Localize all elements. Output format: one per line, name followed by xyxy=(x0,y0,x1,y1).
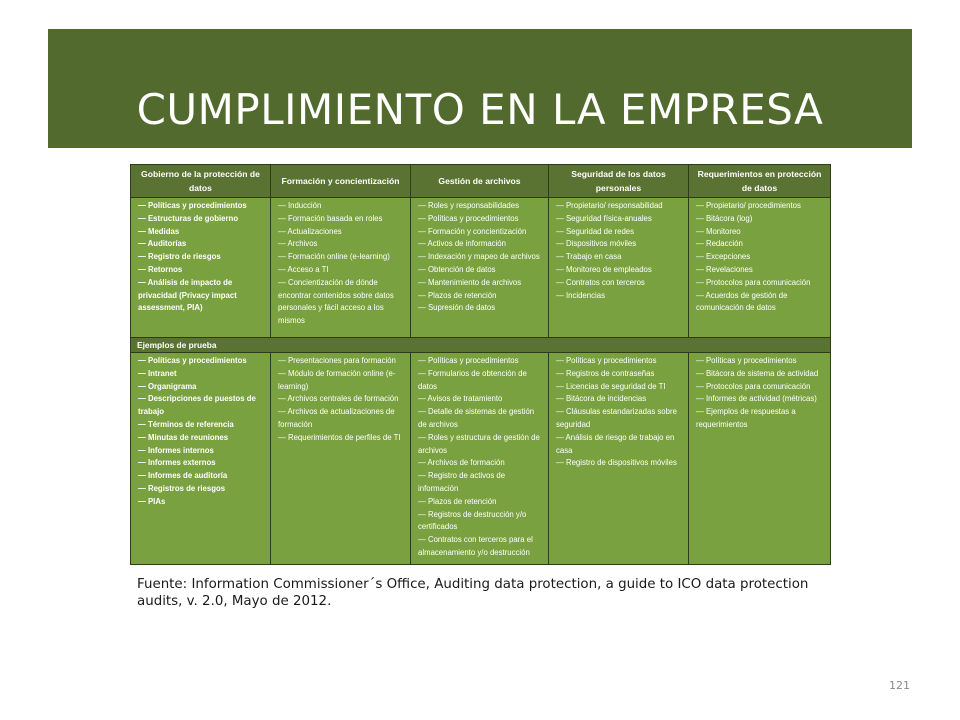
areas-cell xyxy=(411,198,549,338)
cell-item: — Monitoreo xyxy=(696,226,741,236)
cell-item: — Informes externos xyxy=(138,458,216,468)
cell-item: — Mantenimiento de archivos xyxy=(418,277,522,287)
examples-cell xyxy=(131,353,271,565)
cell-item: — Registro de riesgos xyxy=(138,252,221,262)
cell-item: — Activos de información xyxy=(418,239,506,249)
cell-item: — Inducción xyxy=(278,201,322,210)
cell-item: — Avisos de tratamiento xyxy=(418,394,503,404)
cell-item: — Políticas y procedimientos xyxy=(418,356,519,365)
examples-cell xyxy=(549,353,689,565)
cell-item: — Minutas de reuniones xyxy=(138,432,229,442)
cell-item: — Trabajo en casa xyxy=(556,252,622,262)
cell-item: — Contratos con terceros para el almacenamiento y/o destrucción xyxy=(418,535,533,557)
cell-item: — Plazos de retención xyxy=(418,290,497,300)
cell-item: — Roles y estructura de gestión de archivos xyxy=(418,432,540,455)
cell-item: — Propietario/ responsabilidad xyxy=(556,201,663,210)
cell-item: — Acceso a TI xyxy=(278,264,329,274)
cell-item: — Medidas xyxy=(138,226,180,236)
header-cell: Gestión de archivos xyxy=(411,165,549,198)
cell-item: — Dispositivos móviles xyxy=(556,239,637,249)
cell-item: — Protocolos para comunicación xyxy=(696,381,811,391)
examples-cell xyxy=(271,353,411,565)
cell-item: — Concientización de dónde encontrar contenidos sobre datos personales y fácil acceso a los mismos xyxy=(278,277,394,326)
audit-table-container xyxy=(130,164,830,565)
cell-item: — Supresión de datos xyxy=(418,303,496,313)
examples-label-row xyxy=(131,338,831,353)
cell-item: — Contratos con terceros xyxy=(556,277,645,287)
cell-item: — Seguridad física-anuales xyxy=(556,213,652,223)
source-text: Information Commissioner´s Office, Auditing data protection, a guide to ICO data protection audits, v. 2.0, Mayo de 2012. xyxy=(137,577,809,609)
areas-cell xyxy=(271,198,411,338)
cell-item: — Políticas y procedimientos xyxy=(138,356,247,365)
cell-item: — Políticas y procedimientos xyxy=(556,356,657,365)
cell-item: — Archivos xyxy=(278,239,318,249)
cell-item: — Excepciones xyxy=(696,252,751,262)
cell-item: — Registro de dispositivos móviles xyxy=(556,458,677,468)
cell-item: — Revelaciones xyxy=(696,264,753,274)
cell-item: — Análisis de riesgo de trabajo en casa xyxy=(556,432,675,455)
cell-item: — Seguridad de redes xyxy=(556,226,635,236)
cell-item: — Redacción xyxy=(696,239,743,249)
cell-item: — Descripciones de puestos de trabajo xyxy=(138,394,256,417)
areas-cell xyxy=(689,198,831,338)
source-citation xyxy=(137,576,837,610)
cell-item: — Monitoreo de empleados xyxy=(556,264,652,274)
cell-item: — Cláusulas estandarizadas sobre seguridad xyxy=(556,407,677,429)
source-label: Fuente: xyxy=(137,577,188,592)
cell-item: — Términos de referencia xyxy=(138,419,234,429)
header-cell: Gobierno de la protección de datos xyxy=(131,165,271,198)
cell-item: — Retornos xyxy=(138,264,183,274)
cell-item: — Propietario/ procedimientos xyxy=(696,201,801,210)
examples-cell xyxy=(689,353,831,565)
cell-item: — Formación y concientización xyxy=(418,226,527,236)
cell-item: — Registros de destrucción y/o certificados xyxy=(418,509,527,532)
slide-title: CUMPLIMIENTO EN LA EMPRESA xyxy=(136,85,824,134)
header-row xyxy=(131,165,831,198)
cell-item: — Archivos de formación xyxy=(418,458,505,468)
cell-item: — Archivos centrales de formación xyxy=(278,394,399,404)
cell-item: — Auditorías xyxy=(138,239,187,249)
header-cell: Requerimientos en protección de datos xyxy=(689,165,831,198)
cell-item: — Análisis de impacto de privacidad (Privacy impact assessment, PIA) xyxy=(138,277,237,313)
cell-item: — Bitácora de incidencias xyxy=(556,394,647,404)
audit-areas-table xyxy=(130,164,831,565)
cell-item: — Registro de activos de información xyxy=(418,471,506,493)
cell-item: — Ejemplos de respuestas a requerimientos xyxy=(696,407,796,429)
cell-item: — Módulo de formación online (e-learning) xyxy=(278,368,396,391)
cell-item: — Bitácora (log) xyxy=(696,213,753,223)
cell-item: — Incidencias xyxy=(556,290,605,300)
cell-item: — Organigrama xyxy=(138,381,197,391)
cell-item: — Intranet xyxy=(138,368,177,378)
cell-item: — Políticas y procedimientos xyxy=(418,213,519,223)
cell-item: — Roles y responsabilidades xyxy=(418,201,519,210)
cell-item: — Obtención de datos xyxy=(418,264,496,274)
title-band xyxy=(48,29,912,148)
areas-row xyxy=(131,198,831,338)
cell-item: — Registros de riesgos xyxy=(138,483,226,493)
examples-label: Ejemplos de prueba xyxy=(131,338,831,353)
cell-item: — Formación basada en roles xyxy=(278,213,383,223)
page-number: 121 xyxy=(889,679,910,692)
cell-item: — Licencias de seguridad de TI xyxy=(556,381,666,391)
header-cell: Formación y concientización xyxy=(271,165,411,198)
cell-item: — Registros de contraseñas xyxy=(556,368,655,378)
cell-item: — Requerimientos de perfiles de TI xyxy=(278,432,401,442)
cell-item: — Formularios de obtención de datos xyxy=(418,368,527,391)
cell-item: — Informes internos xyxy=(138,445,214,455)
cell-item: — Informes de auditoría xyxy=(138,471,228,481)
cell-item: — PIAs xyxy=(138,496,166,506)
cell-item: — Archivos de actualizaciones de formación xyxy=(278,407,395,429)
cell-item: — Actualizaciones xyxy=(278,226,342,236)
cell-item: — Indexación y mapeo de archivos xyxy=(418,252,540,262)
cell-item: — Estructuras de gobierno xyxy=(138,213,239,223)
areas-cell xyxy=(549,198,689,338)
areas-cell xyxy=(131,198,271,338)
header-cell: Seguridad de los datos personales xyxy=(549,165,689,198)
cell-item: — Políticas y procedimientos xyxy=(696,356,797,365)
cell-item: — Protocolos para comunicación xyxy=(696,277,811,287)
cell-item: — Acuerdos de gestión de comunicación de datos xyxy=(696,290,788,313)
examples-row xyxy=(131,353,831,565)
cell-item: — Plazos de retención xyxy=(418,496,497,506)
examples-cell xyxy=(411,353,549,565)
cell-item: — Formación online (e-learning) xyxy=(278,252,390,262)
cell-item: — Políticas y procedimientos xyxy=(138,201,247,210)
cell-item: — Detalle de sistemas de gestión de archivos xyxy=(418,407,535,429)
cell-item: — Informes de actividad (métricas) xyxy=(696,394,817,404)
cell-item: — Presentaciones para formación xyxy=(278,356,396,365)
cell-item: — Bitácora de sistema de actividad xyxy=(696,368,819,378)
